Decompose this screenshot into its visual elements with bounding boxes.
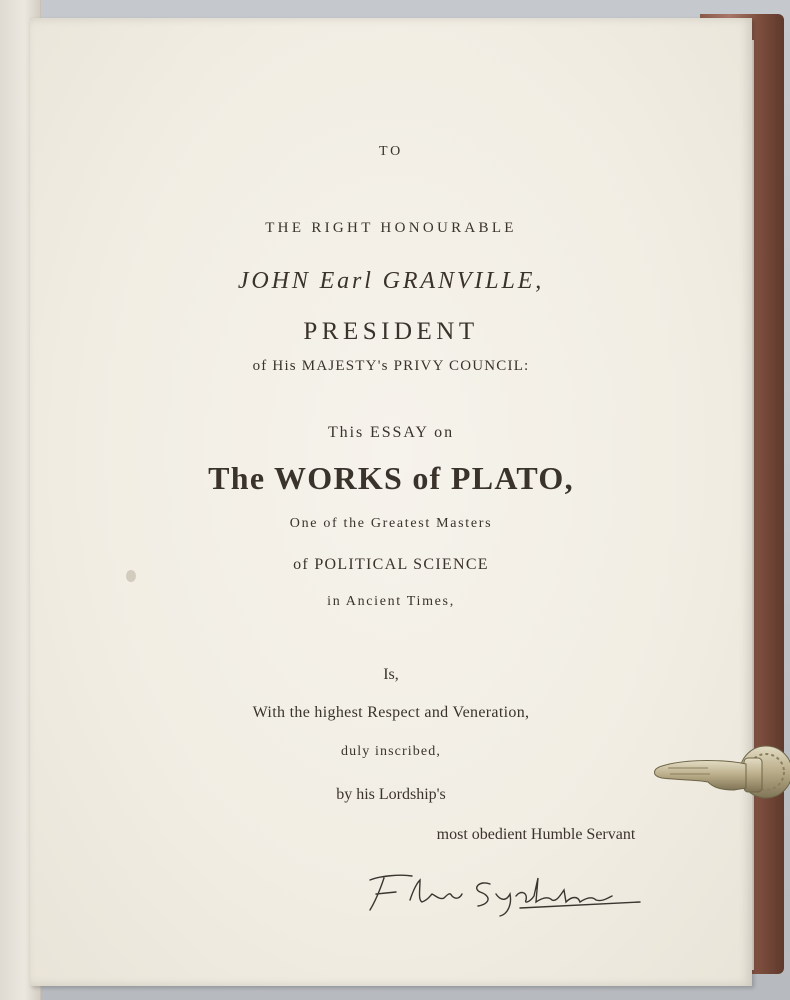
handwritten-signature	[340, 860, 660, 920]
inscribed-line: duly inscribed,	[340, 744, 441, 759]
addressee-title: THE RIGHT HONOURABLE	[265, 220, 517, 236]
council-line: of His MAJESTY's PRIVY COUNCIL:	[252, 358, 530, 374]
descriptor-line-2: of POLITICAL SCIENCE	[293, 556, 489, 573]
hand-page-clip-icon	[648, 736, 790, 816]
dedication-text	[30, 0, 752, 968]
verb-line: Is,	[383, 666, 399, 683]
essay-intro: This ESSAY on	[327, 424, 455, 441]
descriptor-line-1: One of the Greatest Masters	[289, 516, 493, 531]
work-title: The WORKS of PLATO,	[208, 460, 574, 496]
office-title: PRESIDENT	[303, 318, 479, 345]
respect-line: With the highest Respect and Veneration,	[252, 704, 530, 721]
by-line: by his Lordship's	[336, 786, 446, 803]
closing-line: most obedient Humble Servant	[436, 826, 636, 843]
descriptor-line-3: in Ancient Times,	[327, 594, 455, 609]
dedication-to: TO	[378, 144, 403, 159]
addressee-name: JOHN Earl GRANVILLE,	[237, 268, 545, 294]
